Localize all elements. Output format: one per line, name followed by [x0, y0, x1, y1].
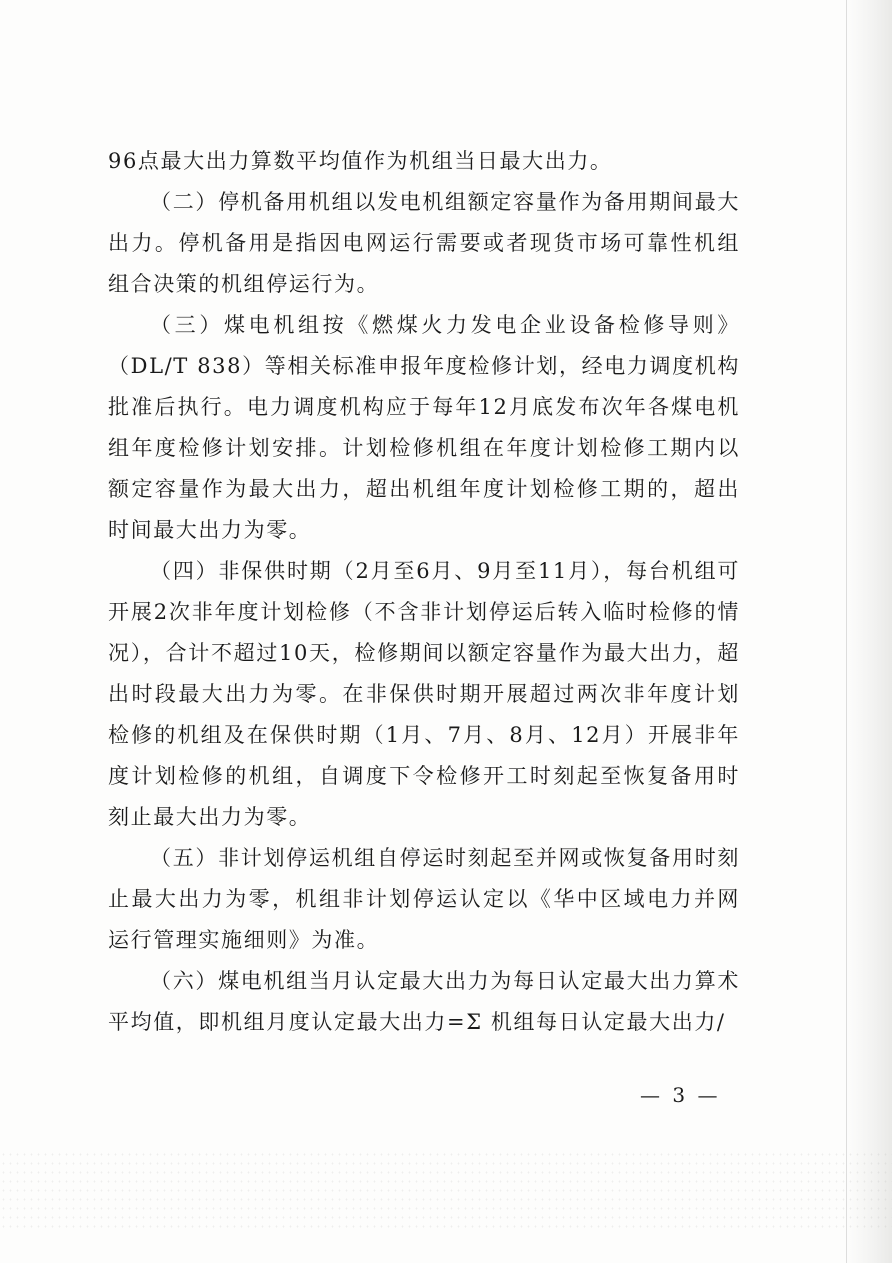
page-number: — 3 — [640, 1083, 721, 1107]
paragraph-item-6: （六）煤电机组当月认定最大出力为每日认定最大出力算术平均值，即机组月度认定最大出力=Σ 机组每日认定最大出力/ [108, 969, 740, 1034]
paragraph-item-3: （三）煤电机组按《燃煤火力发电企业设备检修导则》（DL/T 838）等相关标准申报年度检修计划，经电力调度机构批准后执行。电力调度机构应于每年12月底发布次年各煤电机组年度检修计划安排。计划检修机组在年度计划检修工期内以额定容量作为最大出力，超出机组年度计划检修工期的，超出时间最大出力为零。 [108, 313, 740, 542]
paragraph-continuation: 96点最大出力算数平均值作为机组当日最大出力。 [108, 149, 613, 173]
paragraph-item-2: （二）停机备用机组以发电机组额定容量作为备用期间最大出力。停机备用是指因电网运行需要或者现货市场可靠性机组组合决策的机组停运行为。 [108, 190, 740, 296]
document-body [108, 141, 740, 1043]
scan-edge-shadow [846, 0, 892, 1263]
paragraph-item-5: （五）非计划停运机组自停运时刻起至并网或恢复备用时刻止最大出力为零，机组非计划停运认定以《华中区域电力并网运行管理实施细则》为准。 [108, 846, 740, 952]
scan-noise [0, 1150, 892, 1230]
paragraph-item-4: （四）非保供时期（2月至6月、9月至11月），每台机组可开展2次非年度计划检修（不含非计划停运后转入临时检修的情况），合计不超过10天，检修期间以额定容量作为最大出力，超出时段最大出力为零。在非保供时期开展超过两次非年度计划检修的机组及在保供时期（1月、7月、8月、12月）开展非年度计划检修的机组，自调度下令检修开工时刻起至恢复备用时刻止最大出力为零。 [108, 559, 740, 829]
